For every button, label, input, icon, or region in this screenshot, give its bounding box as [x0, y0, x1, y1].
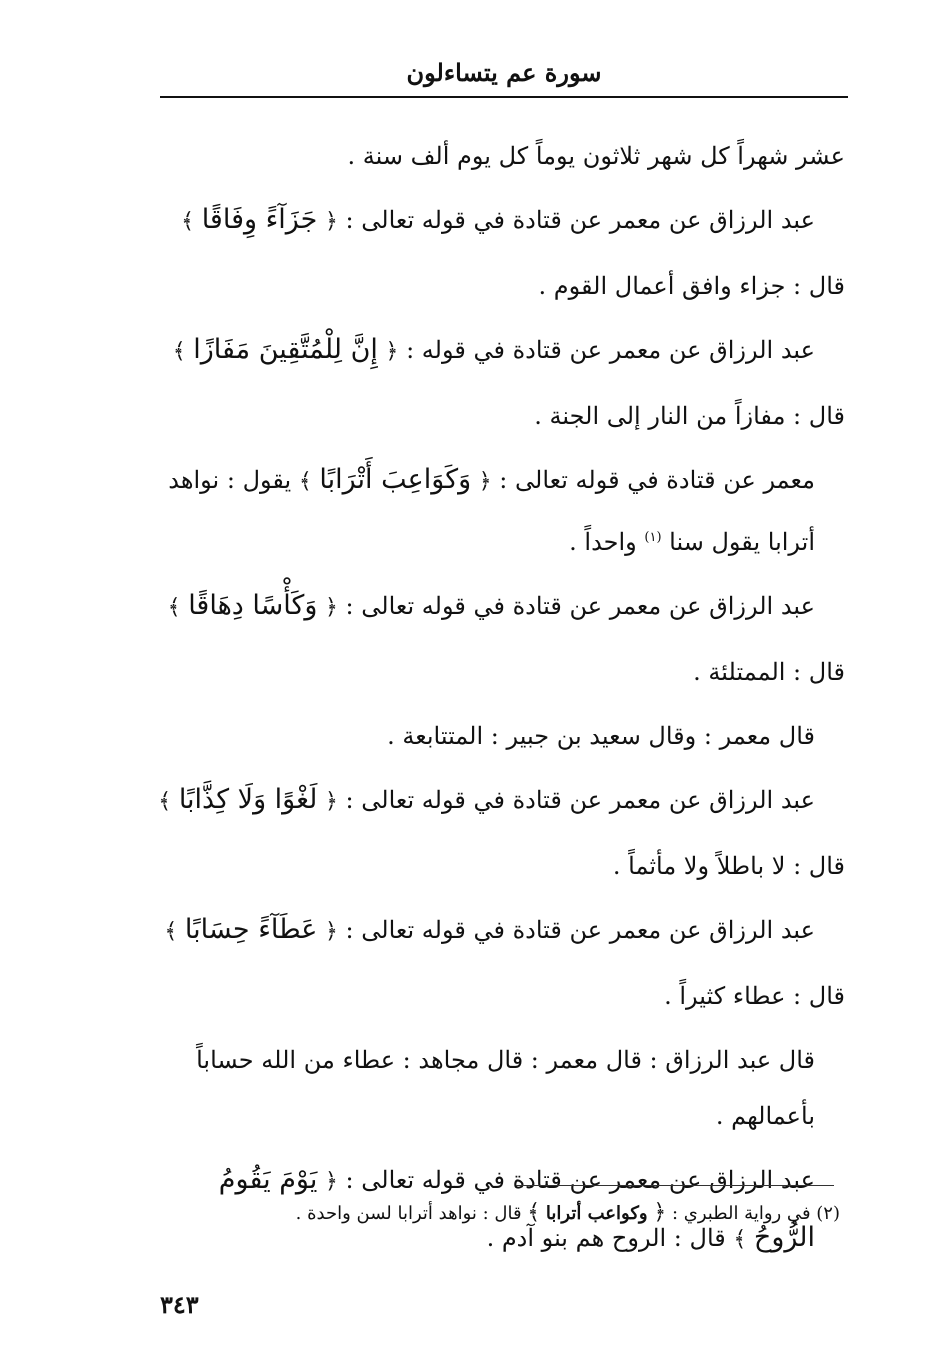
- ornate-bracket-open: ﴿: [478, 469, 492, 494]
- ornate-bracket-close: ﴾: [158, 789, 172, 814]
- footnote-marker: (١): [644, 530, 662, 545]
- footnote-marker: (٢): [816, 1203, 840, 1224]
- paragraph-text: قال : عطاء كثيراً .: [664, 982, 845, 1010]
- paragraph-text: عبد الرزاق عن معمر عن قتادة في قوله :: [398, 336, 815, 364]
- paragraph-text: قال : لا باطلاً ولا مأثماً .: [612, 852, 845, 880]
- quran-verse: جَزَآءً وِفَاقًا: [201, 204, 318, 235]
- quran-verse: وَكَأْسًا دِهَاقًا: [188, 590, 318, 621]
- paragraph: [150, 1032, 845, 1144]
- paragraph: [150, 644, 845, 700]
- page-number: ٣٤٣: [160, 1290, 199, 1319]
- paragraph-text: عشر شهراً كل شهر ثلاثون يوماً كل يوم ألف سنة .: [347, 142, 845, 170]
- paragraph: [150, 322, 845, 380]
- quran-verse: إِنَّ لِلْمُتَّقِينَ مَفَازًا: [193, 334, 378, 365]
- footnote-text: قال : نواهد أترابا لسن واحدة .: [295, 1203, 528, 1224]
- ornate-bracket-close: ﴾: [181, 209, 195, 234]
- paragraph: [150, 708, 845, 764]
- paragraph-text: عبد الرزاق عن معمر عن قتادة في قوله تعالى :: [337, 916, 815, 944]
- paragraph-text: قال معمر : وقال سعيد بن جبير : المتتابعة .: [387, 722, 815, 750]
- paragraph-text: يقول : نواهد أترابا يقول سنا: [168, 466, 815, 556]
- ornate-bracket-close: ﴾: [733, 1227, 747, 1252]
- header-rule: [160, 96, 848, 98]
- paragraph: [150, 968, 845, 1024]
- ornate-bracket-open: ﴿: [325, 789, 338, 814]
- paragraph: [150, 452, 845, 570]
- ornate-bracket-open: ﴿: [325, 919, 338, 944]
- quran-verse: وَكَوَاعِبَ أَتْرَابًا: [319, 464, 472, 495]
- paragraph: [150, 192, 845, 250]
- ornate-bracket-close: ﴾: [172, 339, 186, 364]
- paragraph-text: عبد الرزاق عن معمر عن قتادة في قوله تعالى :: [337, 1166, 815, 1194]
- paragraph-text: قال : الروح هم بنو آدم .: [486, 1224, 734, 1252]
- paragraph-text: عبد الرزاق عن معمر عن قتادة في قوله تعالى :: [337, 786, 815, 814]
- ornate-bracket-open: ﴿: [653, 1200, 667, 1225]
- paragraph-text: عبد الرزاق عن معمر عن قتادة في قوله تعالى :: [337, 592, 815, 620]
- quran-verse: لَغْوًا وَلَا كِذَّابًا: [178, 784, 318, 815]
- ornate-bracket-close: ﴾: [164, 919, 178, 944]
- paragraph-text: قال : جزاء وافق أعمال القوم .: [538, 272, 845, 300]
- footnote-quran: وكواعب أترابا: [545, 1203, 648, 1224]
- paragraph: [150, 902, 845, 960]
- quran-verse: يَوْمَ يَقُومُ الرُّوحُ: [218, 1164, 815, 1253]
- paragraph-text: قال عبد الرزاق : قال معمر : قال مجاهد : عطاء من الله حساباً بأعمالهم .: [196, 1046, 815, 1130]
- paragraph-text: عبد الرزاق عن معمر عن قتادة في قوله تعالى :: [337, 206, 815, 234]
- footnote-rule: [516, 1185, 834, 1186]
- paragraph-text: قال : مفازاً من النار إلى الجنة .: [534, 402, 845, 430]
- paragraph-text: معمر عن قتادة في قوله تعالى :: [491, 466, 815, 494]
- paragraph: [150, 838, 845, 894]
- paragraph: [150, 128, 845, 184]
- paragraph-text: قال : الممتلئة .: [693, 658, 845, 686]
- footnote-text: في رواية الطبري :: [666, 1203, 817, 1224]
- paragraph: [150, 578, 845, 636]
- ornate-bracket-open: ﴿: [325, 209, 338, 234]
- running-header-title: سورة عم يتساءلون: [406, 58, 602, 87]
- ornate-bracket-open: ﴿: [325, 595, 338, 620]
- quran-verse: عَطَآءً حِسَابًا: [184, 914, 318, 945]
- ornate-bracket-open: ﴿: [325, 1169, 338, 1194]
- ornate-bracket-close: ﴾: [167, 595, 181, 620]
- footnote: [250, 1198, 840, 1229]
- main-text: [150, 128, 845, 1276]
- ornate-bracket-open: ﴿: [385, 339, 399, 364]
- paragraph-text: واحداً .: [569, 528, 645, 556]
- ornate-bracket-close: ﴾: [527, 1200, 541, 1225]
- paragraph: [150, 772, 845, 830]
- ornate-bracket-close: ﴾: [298, 469, 312, 494]
- paragraph: [150, 388, 845, 444]
- paragraph: [150, 258, 845, 314]
